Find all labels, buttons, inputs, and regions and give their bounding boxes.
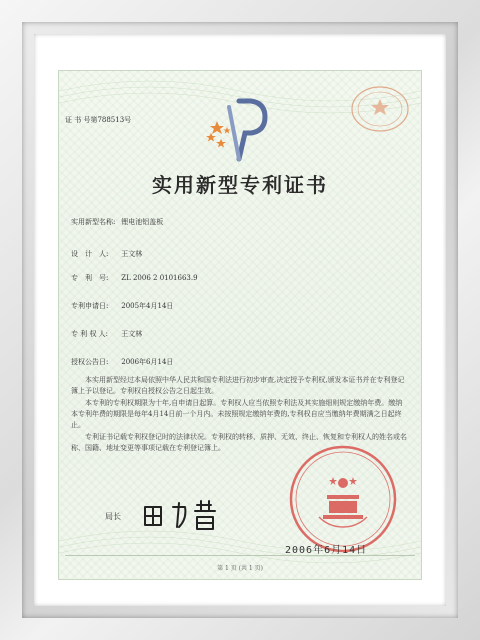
field-designer	[71, 249, 142, 259]
patent-office-emblem-icon	[199, 95, 279, 165]
field-patentee	[71, 329, 142, 339]
field-utility-name	[71, 217, 163, 227]
page-number: 第 1 页 (共 1 页)	[217, 565, 263, 572]
certificate-title: 实用新型专利证书	[152, 173, 328, 197]
field-application-date	[71, 301, 173, 311]
field-value: 王文林	[121, 330, 143, 338]
director-signature	[139, 497, 229, 533]
field-patent-number	[71, 273, 198, 283]
field-value: 2005年4月14日	[121, 302, 174, 310]
body-paragraph: 本专利的专利权期限为十年,自申请日起算。专利权人应当依照专利法及其实施细则规定缴纳年费。缴纳本专利年费的期限是每年4月14日前一个月内。未按照规定缴纳年费的,专利权自应当缴纳年费期满之日起终止。	[71, 399, 403, 429]
seal-date: 2006年6月14日	[285, 545, 368, 556]
field-value: 锂电池铝盖板	[121, 218, 164, 226]
field-value: ZL 2006 2 0101663.9	[121, 274, 198, 282]
field-label: 专利申请日:	[71, 302, 109, 310]
field-grant-date	[71, 357, 173, 367]
director-label: 局长	[105, 512, 121, 521]
field-label: 专 利 权 人:	[71, 330, 109, 338]
field-label: 实用新型名称:	[71, 218, 116, 226]
field-label: 授权公告日:	[71, 358, 109, 366]
certificate-paper	[58, 70, 422, 580]
divider	[65, 555, 415, 556]
certificate-number: 证 书 号第788513号	[65, 116, 132, 124]
body-paragraph: 本实用新型经过本局依照中华人民共和国专利法进行初步审查,决定授予专利权,颁发本证书并在专利登记簿上予以登记。专利权自授权公告之日起生效。	[71, 376, 405, 395]
small-seal-stamp	[349, 83, 411, 135]
field-label: 专 利 号:	[71, 274, 109, 282]
field-value: 2006年6月14日	[121, 358, 174, 366]
body-paragraph: 专利证书记载专利权登记时的法律状况。专利权的转移、质押、无效、终止、恢复和专利权人的姓名或名称、国籍、地址变更等事项记载在专利登记簿上。	[71, 433, 407, 452]
field-label: 设 计 人:	[71, 250, 109, 258]
official-seal	[287, 443, 399, 555]
field-value: 王文林	[121, 250, 143, 258]
